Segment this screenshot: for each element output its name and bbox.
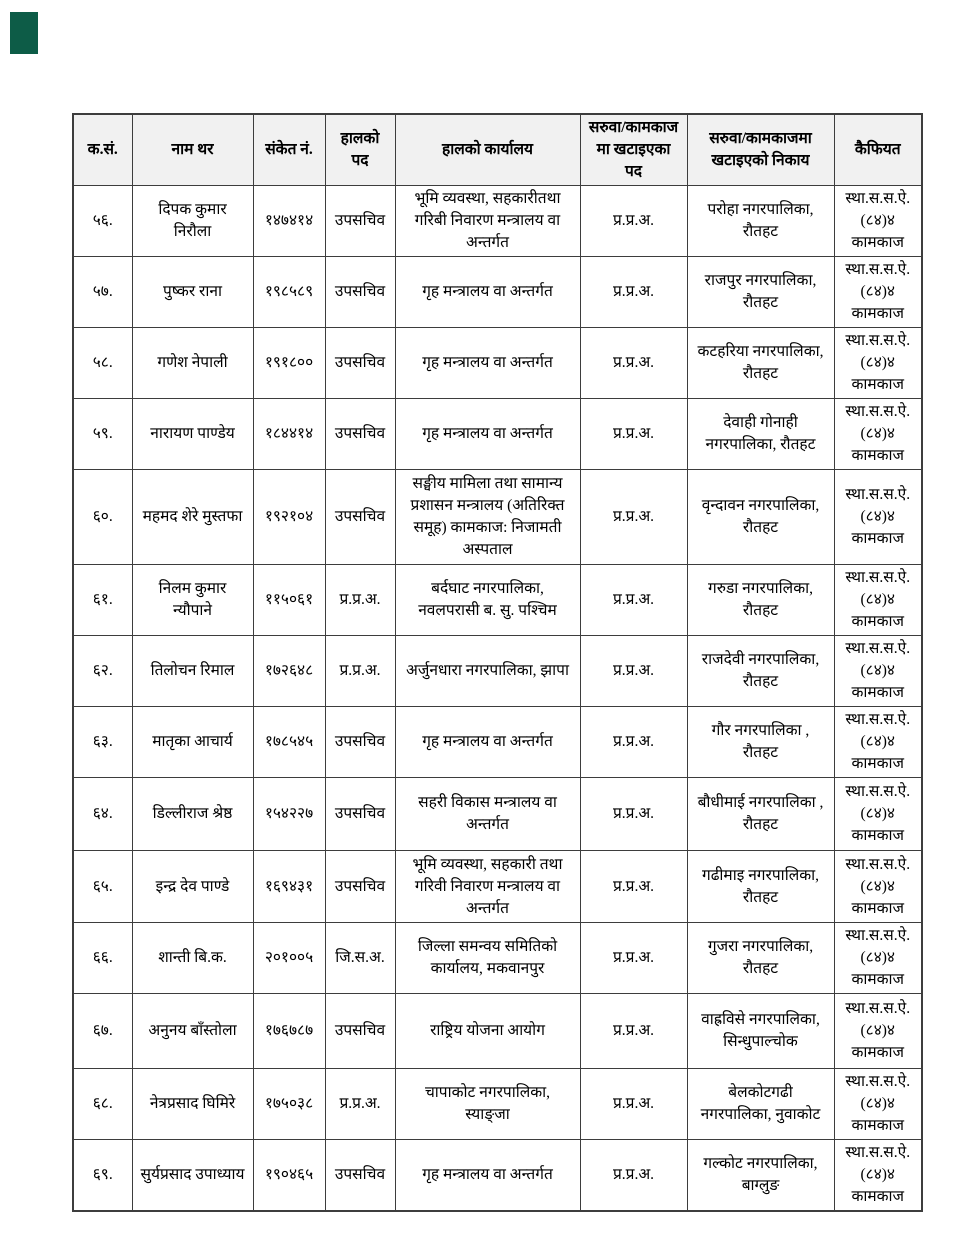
current-post-cell: उपसचिव (325, 328, 395, 399)
code-cell: ११५०६१ (253, 565, 325, 636)
corner-marker (10, 12, 38, 54)
serial-cell: ६४. (73, 778, 132, 851)
table-row (73, 851, 922, 923)
code-cell: १६९४३१ (253, 851, 325, 923)
assigned-body-cell: गौर नगरपालिका , रौतहट (687, 707, 834, 778)
remarks-cell: स्था.स.स.ऐ. (८४)४ कामकाज (834, 565, 922, 636)
assigned-body-cell: परोहा नगरपालिका, रौतहट (687, 186, 834, 257)
current-office-cell: चापाकोट नगरपालिका, स्याङ्जा (395, 1069, 580, 1140)
remarks-cell: स्था.स.स.ऐ. (८४)४ कामकाज (834, 257, 922, 328)
current-office-cell: गृह मन्त्रालय वा अन्तर्गत (395, 257, 580, 328)
assigned-post-cell: प्र.प्र.अ. (580, 778, 687, 851)
assigned-post-cell: प्र.प्र.अ. (580, 636, 687, 707)
table-row (73, 257, 922, 328)
current-post-cell: प्र.प्र.अ. (325, 636, 395, 707)
assigned-post-cell: प्र.प्र.अ. (580, 470, 687, 565)
assigned-body-cell: गल्कोट नगरपालिका, बाग्लुङ (687, 1140, 834, 1212)
table-row (73, 994, 922, 1069)
current-office-cell: गृह मन्त्रालय वा अन्तर्गत (395, 328, 580, 399)
assigned-body-cell: गुजरा नगरपालिका, रौतहट (687, 923, 834, 994)
name-cell: नेत्रप्रसाद घिमिरे (132, 1069, 253, 1140)
code-cell: १५४२२७ (253, 778, 325, 851)
name-cell: शान्ती बि.क. (132, 923, 253, 994)
code-cell: २०१००५ (253, 923, 325, 994)
remarks-cell: स्था.स.स.ऐ. (८४)४ कामकाज (834, 328, 922, 399)
serial-cell: ६६. (73, 923, 132, 994)
name-cell: पुष्कर राना (132, 257, 253, 328)
name-cell: महमद शेरे मुस्तफा (132, 470, 253, 565)
name-cell: नारायण पाण्डेय (132, 399, 253, 470)
current-office-cell: गृह मन्त्रालय वा अन्तर्गत (395, 1140, 580, 1212)
code-cell: १९२१०४ (253, 470, 325, 565)
assigned-post-cell: प्र.प्र.अ. (580, 186, 687, 257)
table-row (73, 923, 922, 994)
table-row (73, 565, 922, 636)
current-office-cell: भूमि व्यवस्था, सहकारी तथा गरिवी निवारण मन्त्रालय वा अन्तर्गत (395, 851, 580, 923)
header-serial: क.सं. (73, 114, 132, 186)
serial-cell: ६७. (73, 994, 132, 1069)
assigned-body-cell: गढीमाइ नगरपालिका, रौतहट (687, 851, 834, 923)
remarks-cell: स्था.स.स.ऐ. (८४)४ कामकाज (834, 1069, 922, 1140)
code-cell: १८४४१४ (253, 399, 325, 470)
current-office-cell: गृह मन्त्रालय वा अन्तर्गत (395, 399, 580, 470)
serial-cell: ६२. (73, 636, 132, 707)
remarks-cell: स्था.स.स.ऐ. (८४)४ कामकाज (834, 399, 922, 470)
serial-cell: ५८. (73, 328, 132, 399)
name-cell: इन्द्र देव पाण्डे (132, 851, 253, 923)
current-office-cell: सङ्घीय मामिला तथा सामान्य प्रशासन मन्त्रालय (अतिरिक्त समूह) कामकाज: निजामती अस्पताल (395, 470, 580, 565)
code-cell: १७८५४५ (253, 707, 325, 778)
serial-cell: ६१. (73, 565, 132, 636)
assigned-body-cell: देवाही गोनाही नगरपालिका, रौतहट (687, 399, 834, 470)
assigned-post-cell: प्र.प्र.अ. (580, 328, 687, 399)
code-cell: १७५०३८ (253, 1069, 325, 1140)
remarks-cell: स्था.स.स.ऐ. (८४)४ कामकाज (834, 186, 922, 257)
remarks-cell: स्था.स.स.ऐ. (८४)४ कामकाज (834, 851, 922, 923)
current-post-cell: उपसचिव (325, 707, 395, 778)
current-office-cell: गृह मन्त्रालय वा अन्तर्गत (395, 707, 580, 778)
remarks-cell: स्था.स.स.ऐ. (८४)४ कामकाज (834, 707, 922, 778)
name-cell: मातृका आचार्य (132, 707, 253, 778)
serial-cell: ६५. (73, 851, 132, 923)
name-cell: डिल्लीराज श्रेष्ठ (132, 778, 253, 851)
name-cell: तिलोचन रिमाल (132, 636, 253, 707)
assigned-body-cell: बेलकोटगढी नगरपालिका, नुवाकोट (687, 1069, 834, 1140)
name-cell: सुर्यप्रसाद उपाध्याय (132, 1140, 253, 1212)
code-cell: १७२६४८ (253, 636, 325, 707)
header-row (73, 114, 922, 186)
code-cell: १९०४६५ (253, 1140, 325, 1212)
current-post-cell: उपसचिव (325, 851, 395, 923)
serial-cell: ६३. (73, 707, 132, 778)
assigned-body-cell: राजदेवी नगरपालिका, रौतहट (687, 636, 834, 707)
assigned-body-cell: बौधीमाई नगरपालिका , रौतहट (687, 778, 834, 851)
assigned-post-cell: प्र.प्र.अ. (580, 707, 687, 778)
table-row (73, 1140, 922, 1212)
transfer-table (72, 113, 923, 1212)
header-current-post: हालको पद (325, 114, 395, 186)
serial-cell: ५७. (73, 257, 132, 328)
current-office-cell: राष्ट्रिय योजना आयोग (395, 994, 580, 1069)
current-post-cell: प्र.प्र.अ. (325, 565, 395, 636)
code-cell: १७६७८७ (253, 994, 325, 1069)
assigned-post-cell: प्र.प्र.अ. (580, 994, 687, 1069)
assigned-post-cell: प्र.प्र.अ. (580, 1140, 687, 1212)
assigned-body-cell: राजपुर नगरपालिका, रौतहट (687, 257, 834, 328)
serial-cell: ५६. (73, 186, 132, 257)
name-cell: निलम कुमार न्यौपाने (132, 565, 253, 636)
name-cell: अनुनय बाँस्तोला (132, 994, 253, 1069)
assigned-body-cell: वृन्दावन नगरपालिका, रौतहट (687, 470, 834, 565)
current-post-cell: उपसचिव (325, 778, 395, 851)
assigned-body-cell: वाह्रविसे नगरपालिका, सिन्धुपाल्चोक (687, 994, 834, 1069)
assigned-post-cell: प्र.प्र.अ. (580, 257, 687, 328)
current-office-cell: सहरी विकास मन्त्रालय वा अन्तर्गत (395, 778, 580, 851)
current-office-cell: अर्जुनधारा नगरपालिका, झापा (395, 636, 580, 707)
code-cell: १४७४१४ (253, 186, 325, 257)
header-code: संकेत नं. (253, 114, 325, 186)
current-office-cell: जिल्ला समन्वय समितिको कार्यालय, मकवानपुर (395, 923, 580, 994)
assigned-post-cell: प्र.प्र.अ. (580, 565, 687, 636)
assigned-post-cell: प्र.प्र.अ. (580, 923, 687, 994)
table-row (73, 636, 922, 707)
current-post-cell: जि.स.अ. (325, 923, 395, 994)
header-name: नाम थर (132, 114, 253, 186)
current-post-cell: उपसचिव (325, 994, 395, 1069)
remarks-cell: स्था.स.स.ऐ. (८४)४ कामकाज (834, 636, 922, 707)
table-header (73, 114, 922, 186)
current-post-cell: उपसचिव (325, 1140, 395, 1212)
assigned-post-cell: प्र.प्र.अ. (580, 851, 687, 923)
code-cell: १९१८०० (253, 328, 325, 399)
serial-cell: ६८. (73, 1069, 132, 1140)
remarks-cell: स्था.स.स.ऐ. (८४)४ कामकाज (834, 994, 922, 1069)
serial-cell: ५९. (73, 399, 132, 470)
remarks-cell: स्था.स.स.ऐ. (८४)४ कामकाज (834, 470, 922, 565)
serial-cell: ६९. (73, 1140, 132, 1212)
table-row (73, 470, 922, 565)
header-assigned-post: सरुवा/कामकाज मा खटाइएका पद (580, 114, 687, 186)
table-body (73, 186, 922, 1212)
remarks-cell: स्था.स.स.ऐ. (८४)४ कामकाज (834, 778, 922, 851)
remarks-cell: स्था.स.स.ऐ. (८४)४ कामकाज (834, 923, 922, 994)
table-row (73, 707, 922, 778)
remarks-cell: स्था.स.स.ऐ. (८४)४ कामकाज (834, 1140, 922, 1212)
assigned-body-cell: कटहरिया नगरपालिका, रौतहट (687, 328, 834, 399)
table-row (73, 186, 922, 257)
name-cell: गणेश नेपाली (132, 328, 253, 399)
current-office-cell: भूमि व्यवस्था, सहकारीतथा गरिबी निवारण मन्त्रालय वा अन्तर्गत (395, 186, 580, 257)
current-office-cell: बर्दघाट नगरपालिका, नवलपरासी ब. सु. पश्चिम (395, 565, 580, 636)
current-post-cell: उपसचिव (325, 470, 395, 565)
assigned-body-cell: गरुडा नगरपालिका, रौतहट (687, 565, 834, 636)
table-row (73, 399, 922, 470)
current-post-cell: प्र.प्र.अ. (325, 1069, 395, 1140)
current-post-cell: उपसचिव (325, 399, 395, 470)
code-cell: १९८५८९ (253, 257, 325, 328)
name-cell: दिपक कुमार निरौला (132, 186, 253, 257)
header-assigned-body: सरुवा/कामकाजमा खटाइएको निकाय (687, 114, 834, 186)
table-row (73, 778, 922, 851)
table-row (73, 1069, 922, 1140)
table-row (73, 328, 922, 399)
current-post-cell: उपसचिव (325, 186, 395, 257)
header-current-office: हालको कार्यालय (395, 114, 580, 186)
transfer-table-container (72, 113, 923, 1212)
header-remarks: कैफियत (834, 114, 922, 186)
serial-cell: ६०. (73, 470, 132, 565)
current-post-cell: उपसचिव (325, 257, 395, 328)
assigned-post-cell: प्र.प्र.अ. (580, 1069, 687, 1140)
assigned-post-cell: प्र.प्र.अ. (580, 399, 687, 470)
